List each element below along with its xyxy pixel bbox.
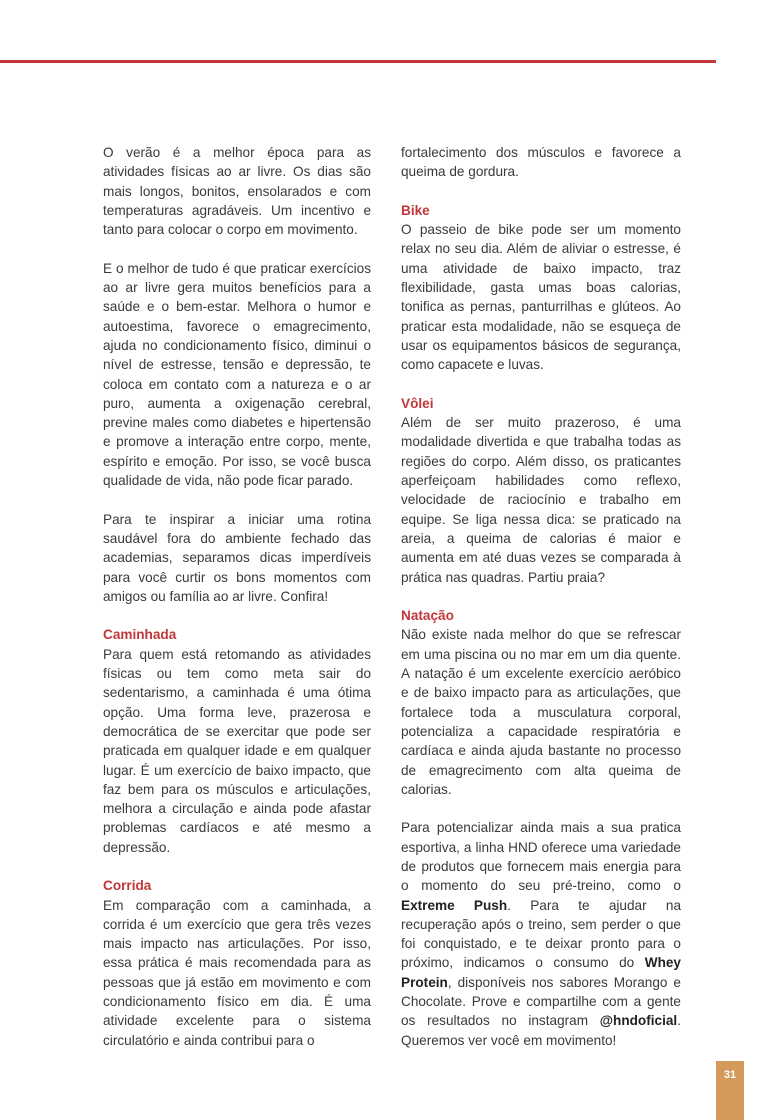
corrida-heading: Corrida	[103, 878, 152, 894]
product-whey-protein: Whey Protein	[401, 955, 681, 990]
intro-paragraph: O verão é a melhor época para as atividades físicas ao ar livre. Os dias são mais longos, bonitos, ensolarados e com temperaturas agradáveis. Um incentivo e tanto para colocar o corpo em movimento.	[103, 145, 371, 238]
volei-heading: Vôlei	[401, 395, 434, 411]
left-column	[103, 143, 371, 1050]
caminhada-heading: Caminhada	[103, 627, 177, 643]
benefits-paragraph: E o melhor de tudo é que praticar exercícios ao ar livre gera muitos benefícios para a saúde e o bem-estar. Melhora o humor e autoestima, favorece o emagrecimento, ajuda no condicionamento físico, diminui o nível de estresse, tensão e depressão, te coloca em contato com a natureza e o ar puro, aumenta a oxigenação cerebral, previne males como diabetes e hipertensão e promove a interação entre corpo, mente, espírito e emoção. Por isso, se você busca qualidade de vida, não pode ficar parado.	[103, 260, 371, 489]
corrida-paragraph: Em comparação com a caminhada, a corrida é um exercício que gera três vezes mais impacto nas articulações. Por isso, essa prática é mais recomendada para as pessoas que já estão em movimento e com condicionamento físico em dia. É uma atividade excelente para o sistema circulatório e ainda contribui para o	[103, 897, 371, 1048]
products-text-a: Para potencializar ainda mais a sua pratica esportiva, a linha HND oferece uma variedade de produtos que fornecem mais energia para o momento do seu pré-treino, como o	[401, 820, 681, 894]
bike-heading: Bike	[401, 202, 430, 218]
top-rule	[0, 60, 716, 63]
products-text-b: . Para te ajudar na recuperação após o treino, sem perder o que foi conquistado, e te deixar pronto para o próximo, indicamos o consumo do	[401, 897, 682, 971]
caminhada-paragraph: Para quem está retomando as atividades físicas ou tem como meta sair do sedentarismo, a caminhada é uma ótima opção. Uma forma leve, prazerosa e democrática de se exercitar que pode ser praticada em qualquer idade e em qualquer lugar. É um exercício de baixo impacto, que faz bem para os músculos e articulações, melhora a circulação e ainda pode afastar problemas cardíacos e até mesmo a depressão.	[103, 646, 371, 855]
bike-paragraph: O passeio de bike pode ser um momento relax no seu dia. Além de aliviar o estresse, é uma atividade de baixo impacto, traz flexibilidade, gasta umas boas calorias, tonifica as pernas, panturrilhas e glúteos. Ao praticar esta modalidade, não se esqueça de usar os equipamentos básicos de segurança, como capacete e luvas.	[401, 222, 681, 373]
inspiration-paragraph: Para te inspirar a iniciar uma rotina saudável fora do ambiente fechado das academias, separamos dicas imperdíveis para você curtir os bons momentos com amigos ou família ao ar livre. Confira!	[103, 511, 371, 604]
natacao-paragraph: Não existe nada melhor do que se refrescar em uma piscina ou no mar em um dia quente. A natação é um excelente exercício aeróbico e de baixo impacto para as articulações, que fortalece toda a musculatura corporal, potencializa a capacidade respiratória e cardíaca e ainda ajuda bastante no processo de emagrecimento com alta queima de calorias.	[401, 627, 681, 797]
natacao-heading: Natação	[401, 608, 454, 624]
instagram-handle: @hndoficial	[599, 1013, 678, 1029]
product-extreme-push: Extreme Push	[401, 897, 508, 913]
products-text-d: . Queremos ver você em movimento!	[401, 1013, 681, 1048]
products-paragraph	[401, 818, 681, 1050]
continuation-paragraph: fortalecimento dos músculos e favorece a queima de gordura.	[401, 145, 681, 180]
products-text-c: , disponíveis nos sabores Morango e Chocolate. Prove e compartilhe com a gente os resultados no instagram	[401, 974, 681, 1029]
volei-paragraph: Além de ser muito prazeroso, é uma modalidade divertida e que trabalha todas as regiões do corpo. Além disso, os praticantes aperfeiçoam habilidades como reflexo, velocidade de raciocínio e trabalho em equipe. Se liga nessa dica: se praticado na areia, a queima de calorias é maior e aumenta em até duas vezes se comparada à prática nas quadras. Partiu praia?	[401, 415, 681, 585]
right-column	[401, 143, 681, 1050]
page-number: 31	[716, 1061, 744, 1120]
